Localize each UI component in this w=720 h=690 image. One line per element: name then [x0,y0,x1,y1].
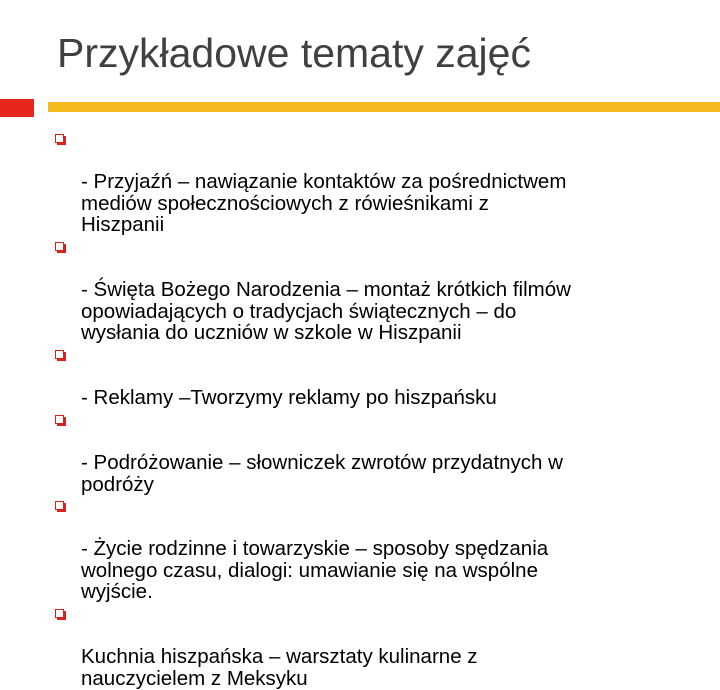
hollow-square-bullet-icon [55,501,64,510]
bullet-text: Kuchnia hiszpańska – warsztaty kulinarne z nauczycielem z Meksyku [81,645,478,690]
bullet-text: - Podróżowanie – słowniczek zwrotów przydatnych w podróży [81,450,563,496]
title-accent-yellow-bar [48,102,720,112]
hollow-square-bullet-icon [55,350,64,359]
bullet-text: - Przyjaźń – nawiązanie kontaktów za pośrednictwem mediów społecznościowych z rówieśnikami z Hiszpanii [81,170,567,237]
bullet-item [55,495,705,603]
bullet-text: - Reklamy –Tworzymy reklamy po hiszpańsku [81,386,497,410]
bullet-item [55,344,705,409]
bullet-item [55,128,705,236]
hollow-square-bullet-icon [55,415,64,424]
bullet-item [55,603,705,689]
slide-title: Przykładowe tematy zajęć [57,30,531,76]
hollow-square-bullet-icon [55,609,64,618]
bullet-text: - Święta Bożego Narodzenia – montaż krótkich filmów opowiadających o tradycjach świątecznych – do wysłania do uczniów w szkole w Hiszpanii [81,278,571,345]
bullet-text: - Życie rodzinne i towarzyskie – sposoby spędzania wolnego czasu, dialogi: umawianie się na wspólne wyjście. [81,537,549,604]
bullet-list [55,128,705,689]
bullet-item [55,236,705,344]
bullet-item [55,409,705,495]
hollow-square-bullet-icon [55,134,64,143]
hollow-square-bullet-icon [55,242,64,251]
title-accent-red-bar [0,99,34,117]
